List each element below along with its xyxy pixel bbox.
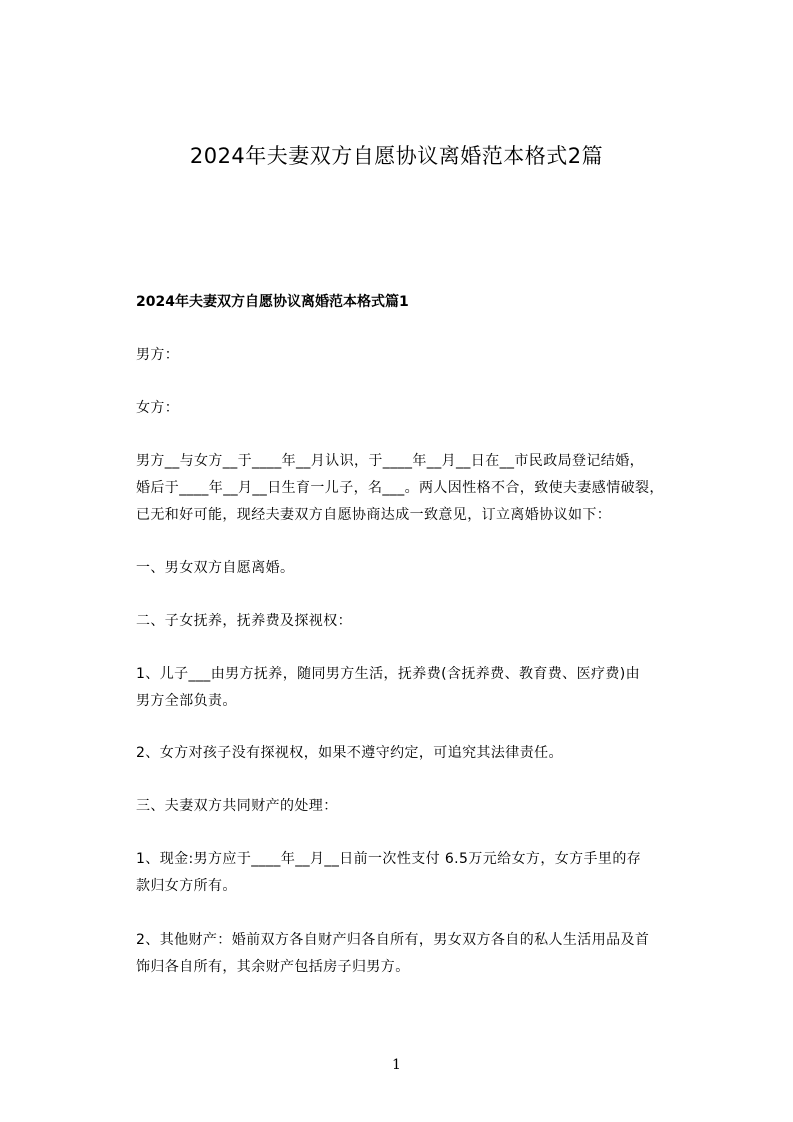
paragraph-line: 已无和好可能，现经夫妻双方自愿协商达成一致意见，订立离婚协议如下：: [136, 507, 612, 523]
document-title: 2024年夫妻双方自愿协议离婚范本格式2篇: [189, 144, 604, 168]
paragraph-line: 男方__与女方__于____年__月认识，于____年__月__日在__市民政局登记结婚，: [136, 453, 644, 469]
paragraph-line: 饰归各自所有，其余财产包括房子归男方。: [136, 959, 410, 975]
clause-three-item-two: [136, 927, 716, 981]
section-heading: 2024年夫妻双方自愿协议离婚范本格式篇1: [136, 294, 409, 310]
paragraph-line: 男方全部负责。: [136, 693, 237, 709]
paragraph-line: 2、其他财产：婚前双方各自财产归各自所有，男女双方各自的私人生活用品及首: [136, 932, 650, 948]
page-number: 1: [392, 1057, 401, 1073]
clause-two: 二、子女抚养，抚养费及探视权：: [136, 613, 352, 629]
clause-three-item-one: [136, 846, 716, 900]
clause-one: 一、男女双方自愿离婚。: [136, 560, 295, 576]
clause-two-item-one: [136, 661, 716, 715]
paragraph-line: 款归女方所有。: [136, 878, 237, 894]
intro-paragraph: [136, 448, 716, 529]
clause-three: 三、夫妻双方共同财产的处理：: [136, 798, 338, 814]
clause-two-item-two: 2、女方对孩子没有探视权，如果不遵守约定，可追究其法律责任。: [136, 745, 563, 761]
paragraph-line: 1、现金:男方应于____年__月__日前一次性支付 6.5万元给女方，女方手里的存: [136, 851, 642, 867]
paragraph-line: 1、儿子___由男方抚养，随同男方生活，抚养费(含抚养费、教育费、医疗费)由: [136, 666, 641, 682]
paragraph-line: 婚后于____年__月__日生育一儿子，名___。两人因性格不合，致使夫妻感情破裂，: [136, 480, 664, 496]
male-party-label: 男方：: [136, 347, 180, 363]
female-party-label: 女方：: [136, 400, 180, 416]
